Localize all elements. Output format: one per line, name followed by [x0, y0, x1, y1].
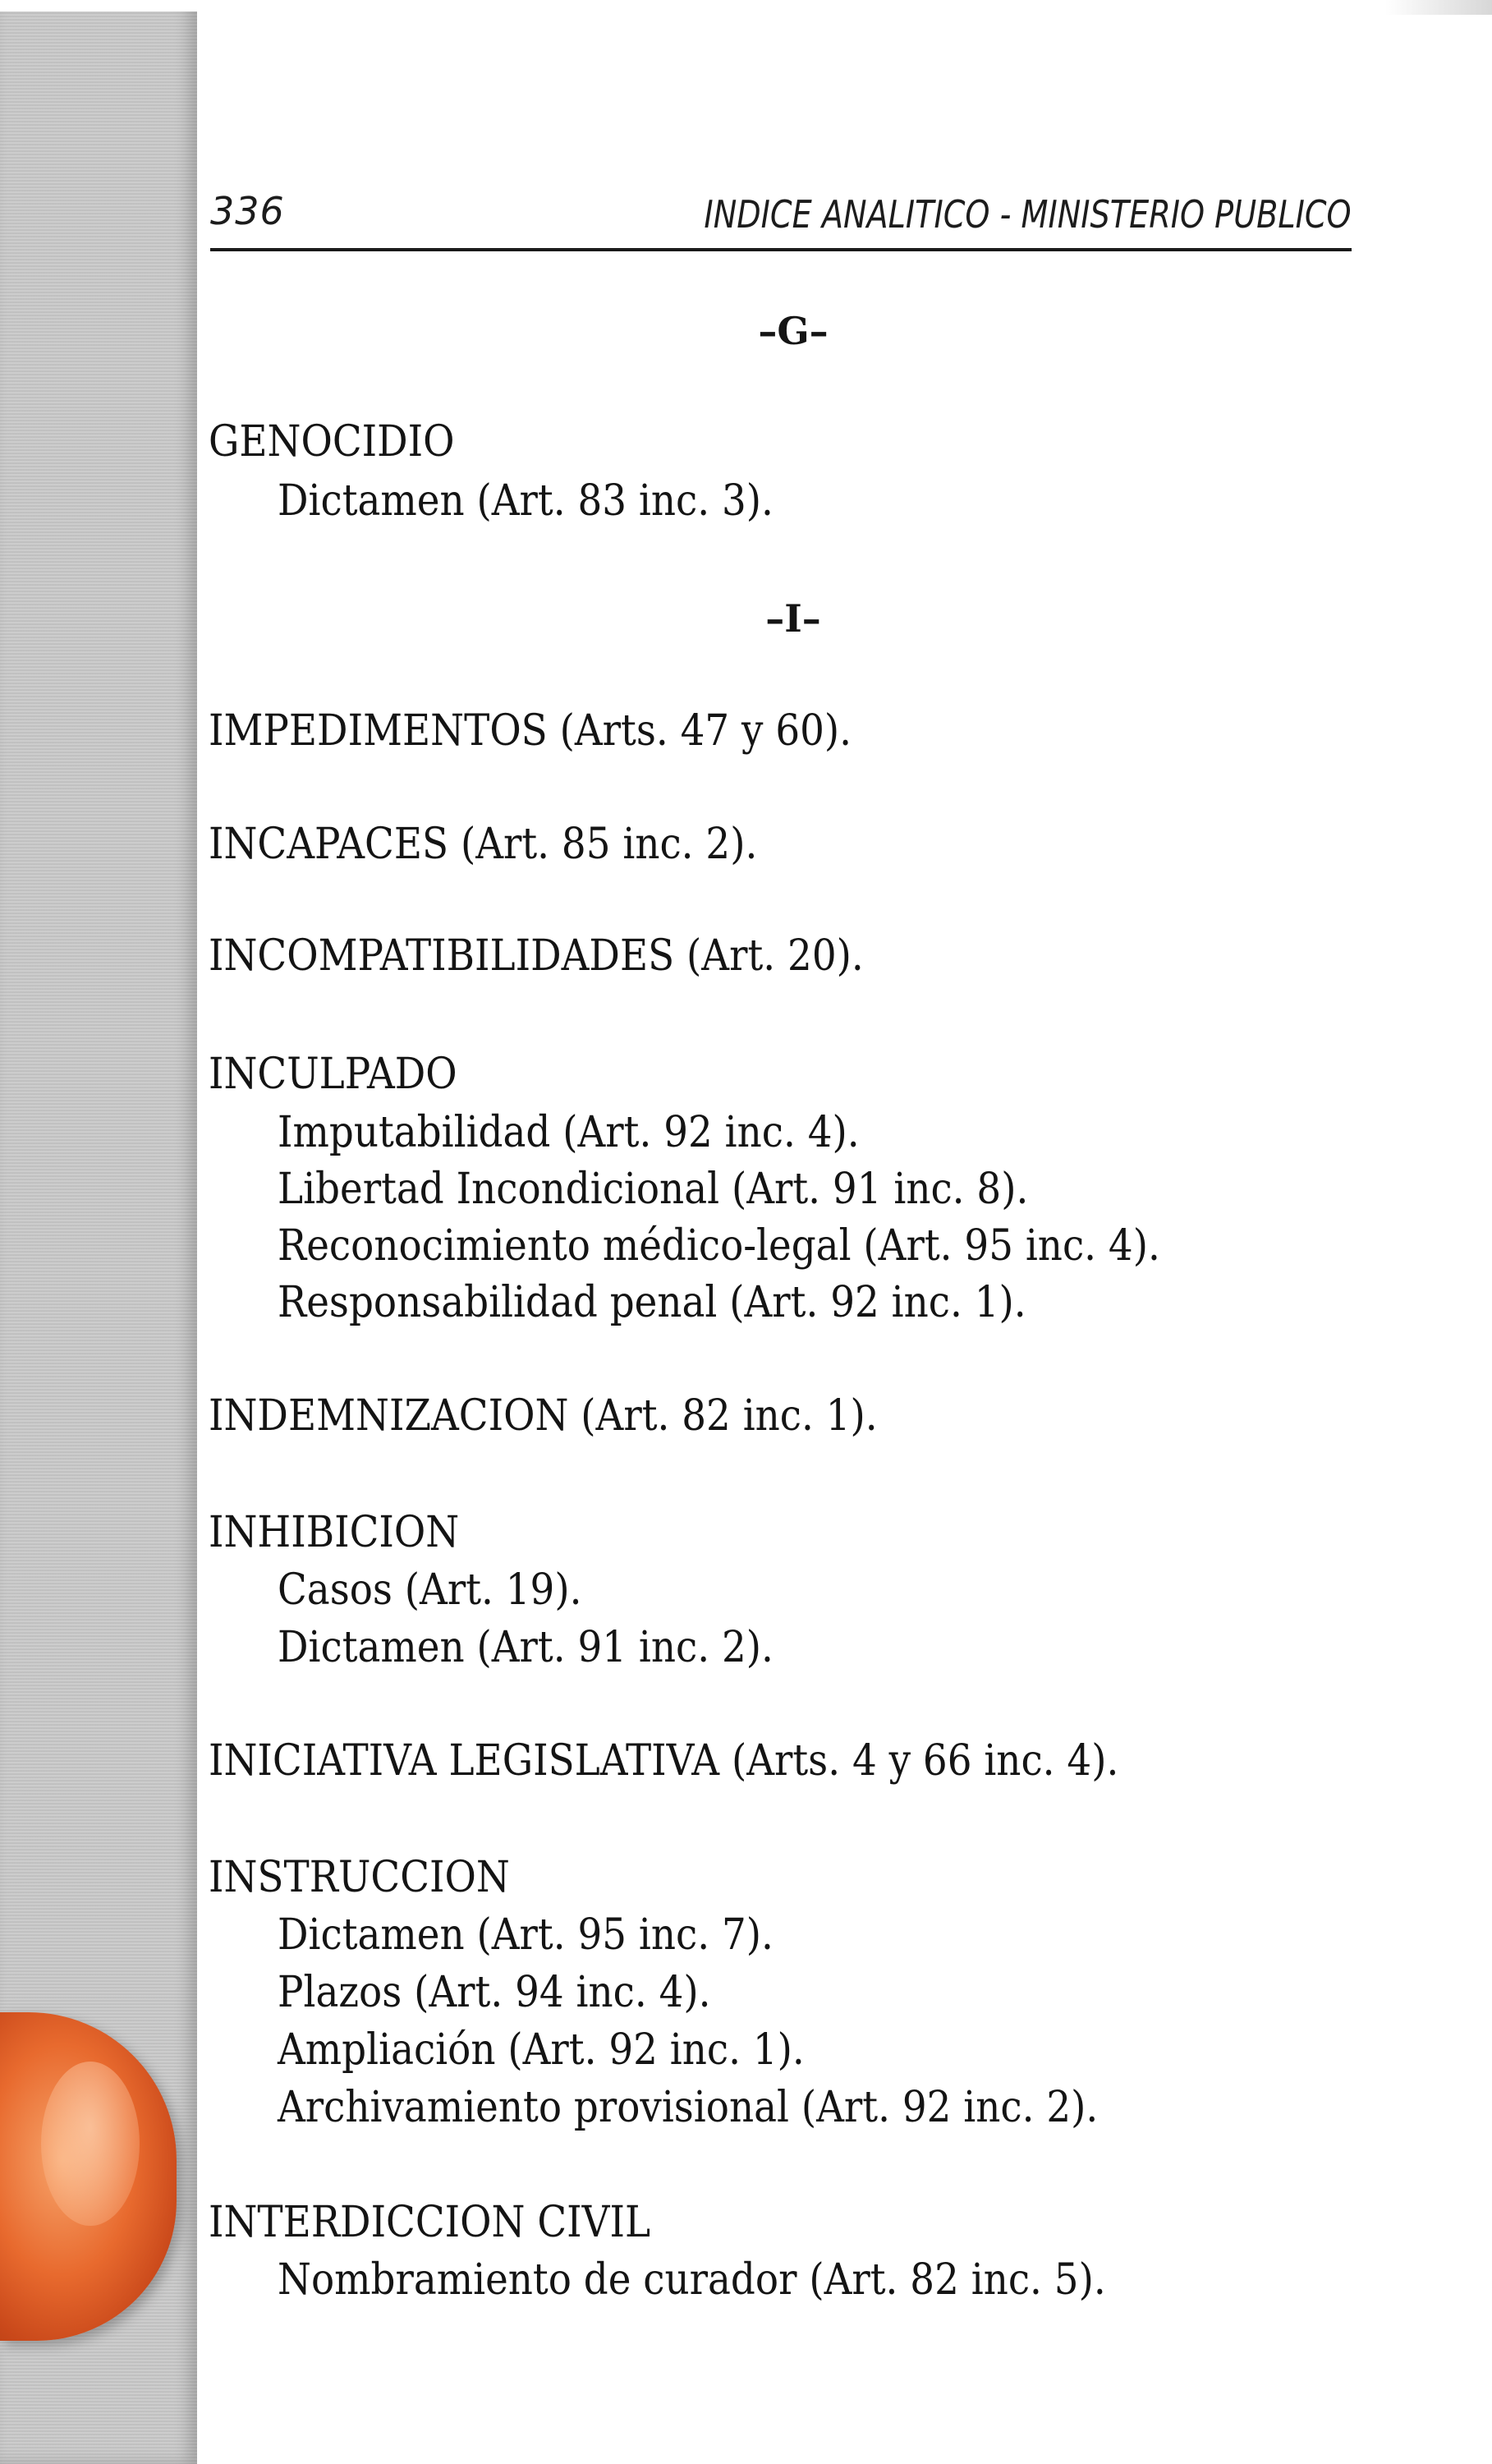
- section-letter-i: –I–: [765, 596, 821, 641]
- running-head: INDICE ANALITICO - MINISTERIO PUBLICO: [704, 192, 1352, 237]
- index-entry-interdiccion-civil: INTERDICCION CIVIL: [209, 2198, 651, 2247]
- index-subentry: Nombramiento de curador (Art. 82 inc. 5).: [278, 2255, 1106, 2305]
- index-subentry: Archivamiento provisional (Art. 92 inc. 2).: [278, 2083, 1099, 2132]
- index-entry-impedimentos: IMPEDIMENTOS (Arts. 47 y 60).: [209, 706, 852, 756]
- page-number: 336: [210, 189, 285, 233]
- index-subentry: Dictamen (Art. 95 inc. 7).: [278, 1910, 774, 1960]
- index-entry-incompatibilidades: INCOMPATIBILIDADES (Art. 20).: [209, 931, 864, 981]
- index-entry-inculpado: INCULPADO: [209, 1050, 457, 1099]
- index-subentry: Plazos (Art. 94 inc. 4).: [278, 1968, 711, 2017]
- section-letter-g: –G–: [758, 309, 829, 353]
- index-entry-genocidio: GENOCIDIO: [209, 417, 455, 467]
- index-subentry: Dictamen (Art. 91 inc. 2).: [278, 1623, 774, 1672]
- index-subentry: Responsabilidad penal (Art. 92 inc. 1).: [278, 1278, 1026, 1327]
- index-entry-iniciativa-legislativa: INICIATIVA LEGISLATIVA (Arts. 4 y 66 inc. 4).: [209, 1736, 1119, 1786]
- index-subentry: Ampliación (Art. 92 inc. 1).: [278, 2025, 805, 2075]
- index-subentry: Casos (Art. 19).: [278, 1565, 582, 1615]
- index-subentry: Libertad Incondicional (Art. 91 inc. 8).: [278, 1165, 1029, 1214]
- index-subentry: Dictamen (Art. 83 inc. 3).: [278, 476, 774, 526]
- index-entry-indemnizacion: INDEMNIZACION (Art. 82 inc. 1).: [209, 1391, 878, 1441]
- index-entry-instruccion: INSTRUCCION: [209, 1853, 510, 1902]
- index-entry-inhibicion: INHIBICION: [209, 1508, 460, 1557]
- index-subentry: Imputabilidad (Art. 92 inc. 4).: [278, 1108, 860, 1157]
- index-subentry: Reconocimiento médico-legal (Art. 95 inc. 4).: [278, 1221, 1160, 1271]
- index-entry-incapaces: INCAPACES (Art. 85 inc. 2).: [209, 820, 758, 869]
